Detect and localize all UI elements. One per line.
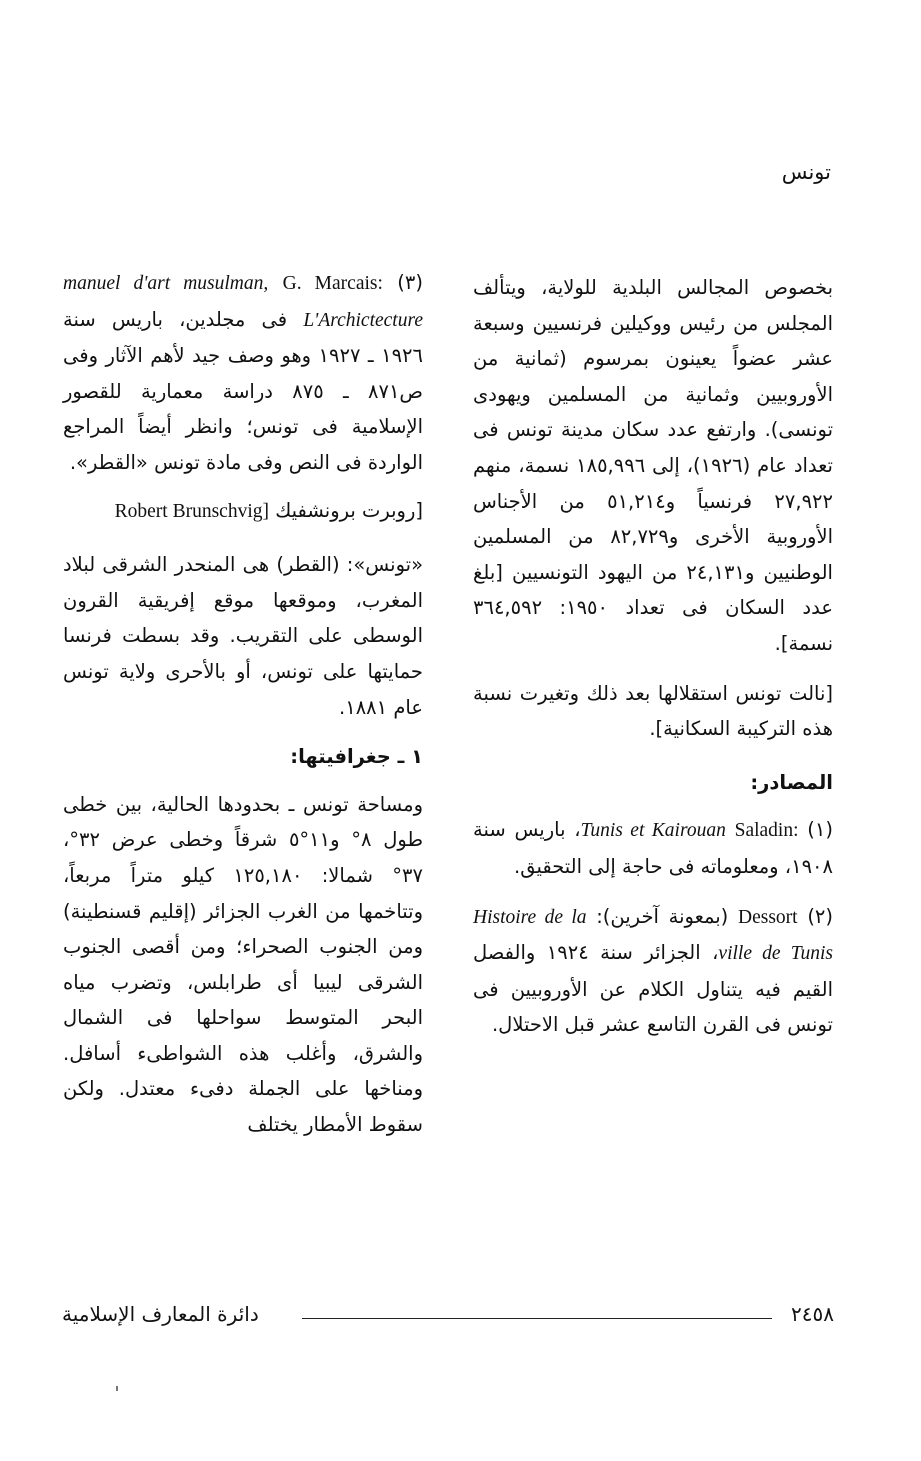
reference-3-subtitle: L'Archictecture [303,309,423,331]
reference-3-author: G. Marcais: [282,273,383,294]
source-2-details: ، الجزائر سنة ١٩٢٤ والفصل القيم فيه يتناول الكلام عن الأوروبيين فى تونس فى القرن التاسع عشر قبل الاحتلال. [473,941,833,1037]
reference-3-number: (٣) [397,271,423,294]
source-1-number: (١) [807,818,833,842]
reference-3-details: فى مجلدين، باريس سنة ١٩٢٦ ـ ١٩٢٧ وهو وصف جيد لأهم الآثار وفى ص٨٧١ ـ ٨٧٥ دراسة معمارية للقصور الإسلامية فى تونس؛ وانظر أيضاً المراجع الواردة فى النص وفى مادة تونس «القطر». [63,307,423,474]
source-1-details: ، باريس سنة ١٩٠٨، ومعلوماته فى حاجة إلى التحقيق. [473,818,833,878]
right-column [473,270,833,1057]
source-2 [473,899,833,1043]
scan-speck [116,1386,118,1391]
source-2-author: Dessort [738,906,798,928]
reference-3 [63,265,423,481]
signature-arabic: [روبرت برونشفيك [275,498,423,522]
intro-paragraph: «تونس»: (القطر) هى المنحدر الشرقى لبلاد المغرب، وموقعها موقع إفريقية القرون الوسطى على التقريب. وقد بسطت فرنسا حمايتها على تونس، أو بالأحرى ولاية تونس عام ١٨٨١. [63,553,423,719]
footer-rule [302,1318,772,1319]
source-2-number: (٢) [807,904,834,928]
sources-heading: المصادر: [750,770,833,794]
page-number: ٢٤٥٨ [791,1302,834,1326]
source-1-title: Tunis et Kairouan [580,820,726,842]
book-title: دائرة المعارف الإسلامية [62,1302,259,1326]
author-signature [63,493,423,530]
population-paragraph: بخصوص المجالس البلدية للولاية، ويتألف المجلس من رئيس ووكيلين فرنسيين وسبعة عشر عضواً يعينون بمرسوم (ثمانية من الأوروبيين وثمانية من المسلمين ويهودى تونسى). وارتفع عدد سكان مدينة تونس فى تعداد عام (١٩٢٦)، إلى ١٨٥,٩٩٦ نسمة، منهم ٢٧,٩٢٢ فرنسياً و٥١,٢١٤ من الأجناس الأوروبية الأخرى و٨٢,٧٢٩ من المسلمين الوطنيين و٢٤,١٣١ من اليهود التونسيين [بلغ عدد السكان فى تعداد ١٩٥٠: ٣٦٤,٥٩٢ نسمة]. [473,276,834,655]
left-column [63,265,423,1143]
source-2-note: (بمعونة آخرين): [586,904,729,928]
signature-latin: Robert Brunschvig] [114,500,269,522]
independence-note: [نالت تونس استقلالها بعد ذلك وتغيرت نسبة هذه التركيبة السكانية]. [473,681,833,741]
source-2-title: Histoire de la ville de Tunis [473,906,833,965]
page-footer [62,1298,834,1338]
section-heading: ١ ـ جغرافيتها: [290,745,423,769]
source-1-author: Saladin: [734,820,799,842]
source-1 [473,812,833,884]
geography-paragraph: ومساحة تونس ـ بحدودها الحالية، بين خطى طول ٨° و١١°٥ شرقاً وخطى عرض ٣٢°، ٣٧° شمالا: ١٢٥,١٨٠ كيلو متراً مربعاً، وتتاخمها من الغرب الجزائر (إقليم قسنطينة) ومن الجنوب الصحراء؛ ومن أقصى الجنوب الشرقى ليبيا أى طرابلس، وتضرب مياه البحر المتوسط سواحلها فى الشمال والشرق، وأغلب هذه الشواطىء أسافل. ومناخها على الجملة دفىء معتدل. ولكن سقوط الأمطار يختلف [63,792,423,1137]
running-head: تونس [781,160,831,184]
reference-3-title: manuel d'art musulman, [63,273,269,294]
